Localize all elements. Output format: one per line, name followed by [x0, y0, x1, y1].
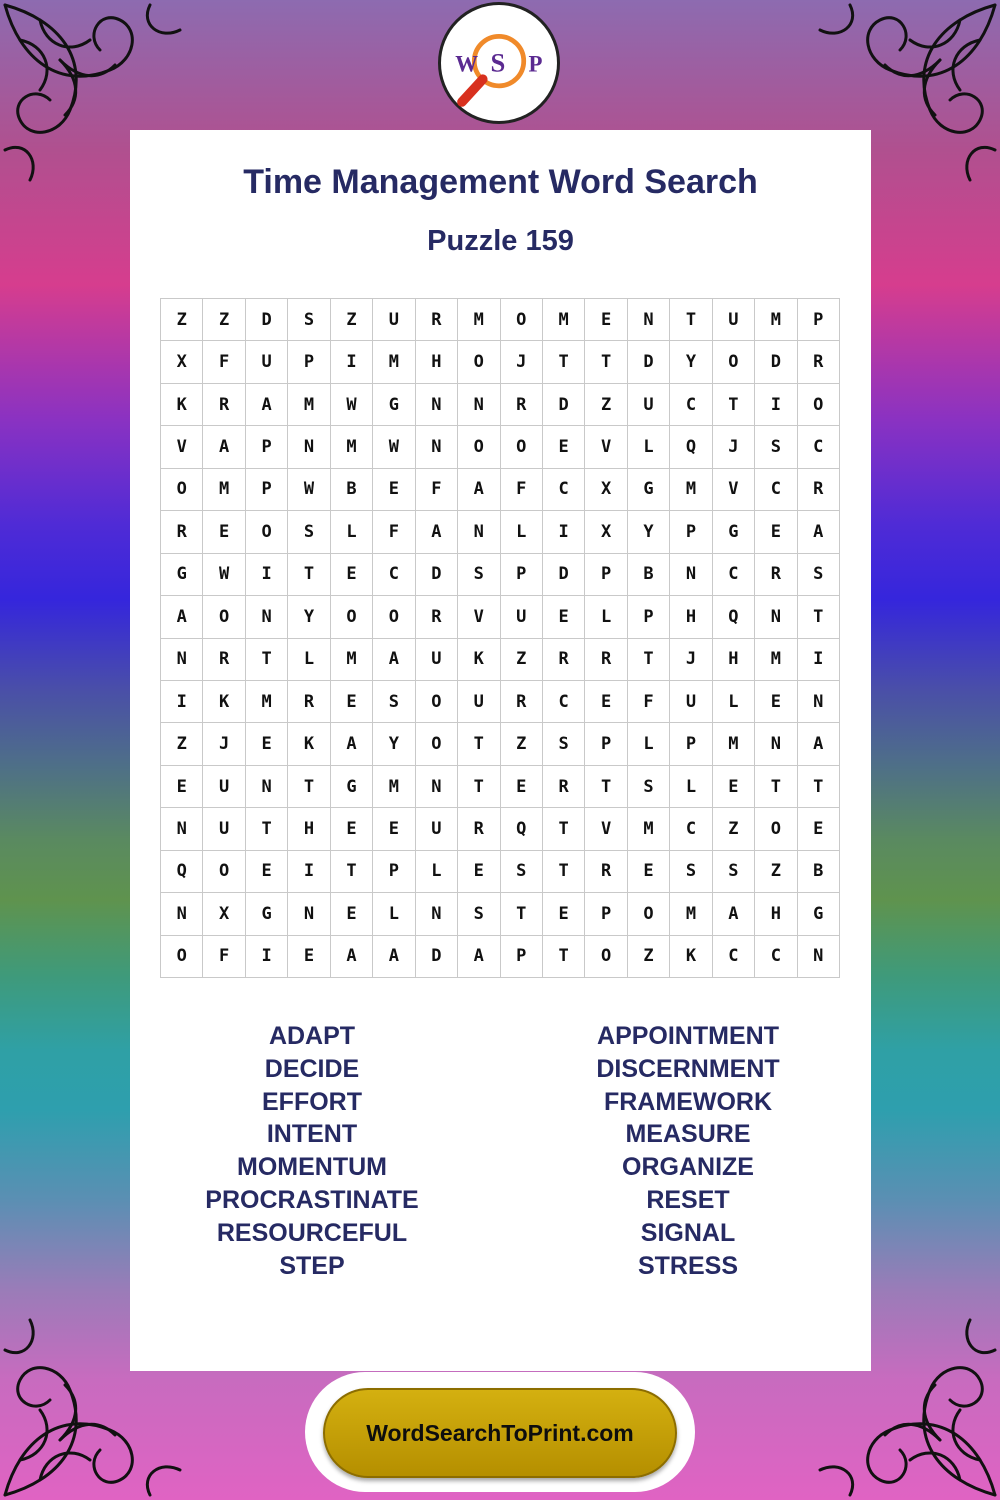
- grid-cell[interactable]: I: [161, 681, 203, 723]
- grid-cell[interactable]: O: [755, 808, 797, 850]
- grid-cell[interactable]: E: [458, 851, 500, 893]
- grid-cell[interactable]: G: [628, 469, 670, 511]
- grid-cell[interactable]: N: [798, 681, 840, 723]
- grid-cell[interactable]: R: [543, 639, 585, 681]
- grid-cell[interactable]: W: [288, 469, 330, 511]
- grid-cell[interactable]: F: [203, 341, 245, 383]
- grid-cell[interactable]: N: [755, 723, 797, 765]
- grid-cell[interactable]: E: [501, 766, 543, 808]
- grid-cell[interactable]: F: [501, 469, 543, 511]
- grid-cell[interactable]: E: [628, 851, 670, 893]
- grid-cell[interactable]: C: [543, 469, 585, 511]
- grid-cell[interactable]: R: [798, 469, 840, 511]
- grid-cell[interactable]: R: [501, 681, 543, 723]
- grid-cell[interactable]: K: [203, 681, 245, 723]
- grid-cell[interactable]: E: [585, 299, 627, 341]
- grid-cell[interactable]: O: [501, 426, 543, 468]
- grid-cell[interactable]: N: [416, 426, 458, 468]
- grid-cell[interactable]: R: [543, 766, 585, 808]
- grid-cell[interactable]: I: [246, 554, 288, 596]
- grid-cell[interactable]: A: [713, 893, 755, 935]
- grid-cell[interactable]: I: [798, 639, 840, 681]
- grid-cell[interactable]: S: [458, 554, 500, 596]
- grid-cell[interactable]: O: [628, 893, 670, 935]
- grid-cell[interactable]: M: [713, 723, 755, 765]
- grid-cell[interactable]: G: [798, 893, 840, 935]
- grid-cell[interactable]: E: [288, 936, 330, 978]
- grid-cell[interactable]: P: [670, 511, 712, 553]
- grid-cell[interactable]: S: [670, 851, 712, 893]
- grid-cell[interactable]: U: [203, 808, 245, 850]
- grid-cell[interactable]: N: [416, 384, 458, 426]
- grid-cell[interactable]: D: [628, 341, 670, 383]
- word-list-item: DISCERNMENT: [596, 1054, 780, 1083]
- page-title: Time Management Word Search: [243, 163, 758, 201]
- word-list-item: STEP: [279, 1251, 345, 1280]
- grid-cell[interactable]: A: [161, 596, 203, 638]
- grid-cell[interactable]: M: [331, 639, 373, 681]
- grid-cell[interactable]: E: [331, 681, 373, 723]
- wsp-logo[interactable]: [438, 2, 560, 124]
- grid-cell[interactable]: H: [713, 639, 755, 681]
- grid-cell[interactable]: B: [628, 554, 670, 596]
- grid-cell[interactable]: T: [543, 936, 585, 978]
- grid-cell[interactable]: S: [543, 723, 585, 765]
- grid-cell[interactable]: G: [161, 554, 203, 596]
- grid-cell[interactable]: C: [670, 384, 712, 426]
- word-list-item: MOMENTUM: [237, 1153, 387, 1182]
- grid-cell[interactable]: D: [543, 384, 585, 426]
- grid-cell[interactable]: Y: [670, 341, 712, 383]
- grid-cell[interactable]: M: [288, 384, 330, 426]
- grid-cell[interactable]: N: [288, 426, 330, 468]
- grid-cell[interactable]: N: [161, 808, 203, 850]
- grid-cell[interactable]: S: [288, 299, 330, 341]
- grid-cell[interactable]: E: [373, 469, 415, 511]
- grid-cell[interactable]: U: [670, 681, 712, 723]
- grid-cell[interactable]: N: [628, 299, 670, 341]
- grid-cell[interactable]: N: [161, 639, 203, 681]
- grid-cell[interactable]: A: [373, 639, 415, 681]
- word-list-item: ADAPT: [268, 1022, 356, 1050]
- grid-cell[interactable]: L: [628, 426, 670, 468]
- grid-cell[interactable]: K: [458, 639, 500, 681]
- word-list-item: MEASURE: [625, 1120, 751, 1149]
- grid-cell[interactable]: F: [628, 681, 670, 723]
- logo-letter-p: P: [528, 51, 543, 77]
- grid-cell[interactable]: C: [713, 554, 755, 596]
- grid-cell[interactable]: G: [331, 766, 373, 808]
- grid-cell[interactable]: V: [585, 808, 627, 850]
- grid-cell[interactable]: O: [798, 384, 840, 426]
- grid-cell[interactable]: C: [670, 808, 712, 850]
- word-list-item: ORGANIZE: [622, 1153, 754, 1182]
- grid-cell[interactable]: H: [670, 596, 712, 638]
- grid-cell[interactable]: U: [628, 384, 670, 426]
- grid-cell[interactable]: M: [458, 299, 500, 341]
- grid-cell[interactable]: O: [585, 936, 627, 978]
- grid-cell[interactable]: L: [501, 511, 543, 553]
- grid-cell[interactable]: Z: [161, 723, 203, 765]
- grid-cell[interactable]: N: [161, 893, 203, 935]
- grid-cell[interactable]: L: [670, 766, 712, 808]
- grid-cell[interactable]: Z: [585, 384, 627, 426]
- word-list-right: [538, 1020, 838, 1282]
- grid-cell[interactable]: E: [331, 893, 373, 935]
- grid-cell[interactable]: Q: [501, 808, 543, 850]
- grid-cell[interactable]: Z: [331, 299, 373, 341]
- grid-cell[interactable]: I: [246, 936, 288, 978]
- grid-cell[interactable]: Y: [373, 723, 415, 765]
- word-list-item: PROCRASTINATE: [205, 1185, 419, 1214]
- grid-cell[interactable]: U: [203, 766, 245, 808]
- grid-cell[interactable]: Z: [161, 299, 203, 341]
- grid-cell[interactable]: A: [458, 936, 500, 978]
- website-link-button[interactable]: WordSearchToPrint.com: [323, 1388, 677, 1478]
- grid-cell[interactable]: A: [203, 426, 245, 468]
- grid-cell[interactable]: C: [755, 936, 797, 978]
- grid-cell[interactable]: B: [798, 851, 840, 893]
- grid-cell[interactable]: T: [246, 639, 288, 681]
- grid-cell[interactable]: O: [713, 341, 755, 383]
- grid-cell[interactable]: R: [416, 299, 458, 341]
- grid-cell[interactable]: J: [203, 723, 245, 765]
- grid-cell[interactable]: P: [628, 596, 670, 638]
- grid-cell[interactable]: C: [798, 426, 840, 468]
- grid-cell[interactable]: W: [203, 554, 245, 596]
- grid-cell[interactable]: O: [246, 511, 288, 553]
- grid-cell[interactable]: L: [585, 596, 627, 638]
- grid-cell[interactable]: P: [246, 426, 288, 468]
- grid-cell[interactable]: E: [585, 681, 627, 723]
- grid-cell[interactable]: R: [288, 681, 330, 723]
- grid-cell[interactable]: L: [373, 893, 415, 935]
- grid-cell[interactable]: Y: [628, 511, 670, 553]
- grid-cell[interactable]: T: [755, 766, 797, 808]
- grid-cell[interactable]: E: [543, 426, 585, 468]
- grid-cell[interactable]: Z: [713, 808, 755, 850]
- grid-cell[interactable]: C: [543, 681, 585, 723]
- grid-cell[interactable]: C: [713, 936, 755, 978]
- grid-cell[interactable]: U: [416, 808, 458, 850]
- grid-cell[interactable]: N: [458, 511, 500, 553]
- grid-cell[interactable]: M: [755, 299, 797, 341]
- grid-cell[interactable]: E: [543, 893, 585, 935]
- grid-cell[interactable]: O: [458, 341, 500, 383]
- grid-cell[interactable]: X: [585, 511, 627, 553]
- grid-cell[interactable]: O: [416, 723, 458, 765]
- grid-cell[interactable]: O: [458, 426, 500, 468]
- grid-cell[interactable]: W: [373, 426, 415, 468]
- grid-cell[interactable]: R: [755, 554, 797, 596]
- grid-cell[interactable]: T: [543, 808, 585, 850]
- word-list-item: EFFORT: [262, 1087, 362, 1116]
- grid-cell[interactable]: D: [416, 554, 458, 596]
- grid-cell[interactable]: N: [458, 384, 500, 426]
- grid-cell[interactable]: R: [501, 384, 543, 426]
- grid-cell[interactable]: Y: [288, 596, 330, 638]
- grid-cell[interactable]: S: [501, 851, 543, 893]
- logo-letter-w: W: [455, 51, 479, 77]
- grid-cell[interactable]: Z: [755, 851, 797, 893]
- grid-cell[interactable]: T: [543, 851, 585, 893]
- grid-cell[interactable]: M: [373, 341, 415, 383]
- grid-cell[interactable]: E: [246, 851, 288, 893]
- grid-cell[interactable]: E: [373, 808, 415, 850]
- puzzle-number: Puzzle 159: [427, 225, 574, 257]
- grid-cell[interactable]: M: [755, 639, 797, 681]
- grid-cell[interactable]: R: [458, 808, 500, 850]
- grid-cell[interactable]: O: [373, 596, 415, 638]
- word-list-item: RESOURCEFUL: [216, 1218, 408, 1247]
- grid-cell[interactable]: N: [288, 893, 330, 935]
- grid-cell[interactable]: M: [628, 808, 670, 850]
- grid-cell[interactable]: P: [798, 299, 840, 341]
- grid-cell[interactable]: M: [331, 426, 373, 468]
- grid-cell[interactable]: E: [331, 808, 373, 850]
- grid-cell[interactable]: R: [585, 851, 627, 893]
- grid-cell[interactable]: U: [458, 681, 500, 723]
- grid-cell[interactable]: T: [543, 341, 585, 383]
- grid-cell[interactable]: E: [331, 554, 373, 596]
- grid-cell[interactable]: X: [203, 893, 245, 935]
- grid-cell[interactable]: Q: [161, 851, 203, 893]
- grid-cell[interactable]: T: [458, 723, 500, 765]
- grid-cell[interactable]: Z: [501, 639, 543, 681]
- grid-cell[interactable]: N: [670, 554, 712, 596]
- grid-cell[interactable]: N: [246, 596, 288, 638]
- grid-cell[interactable]: P: [585, 554, 627, 596]
- grid-cell[interactable]: F: [373, 511, 415, 553]
- grid-cell[interactable]: A: [416, 511, 458, 553]
- grid-cell[interactable]: T: [458, 766, 500, 808]
- grid-cell[interactable]: T: [798, 596, 840, 638]
- grid-cell[interactable]: O: [203, 596, 245, 638]
- grid-cell[interactable]: B: [331, 469, 373, 511]
- grid-cell[interactable]: V: [458, 596, 500, 638]
- grid-cell[interactable]: R: [203, 384, 245, 426]
- grid-cell[interactable]: T: [670, 299, 712, 341]
- grid-cell[interactable]: D: [543, 554, 585, 596]
- grid-cell[interactable]: S: [288, 511, 330, 553]
- grid-cell[interactable]: I: [755, 384, 797, 426]
- grid-cell[interactable]: P: [670, 723, 712, 765]
- grid-cell[interactable]: E: [713, 766, 755, 808]
- grid-cell[interactable]: J: [713, 426, 755, 468]
- grid-cell[interactable]: R: [203, 639, 245, 681]
- word-list-item: DECIDE: [264, 1054, 360, 1083]
- grid-cell[interactable]: X: [161, 341, 203, 383]
- grid-cell[interactable]: A: [373, 936, 415, 978]
- grid-cell[interactable]: O: [416, 681, 458, 723]
- grid-cell[interactable]: I: [543, 511, 585, 553]
- grid-cell[interactable]: D: [246, 299, 288, 341]
- grid-cell[interactable]: S: [628, 766, 670, 808]
- grid-cell[interactable]: X: [585, 469, 627, 511]
- grid-cell[interactable]: U: [713, 299, 755, 341]
- grid-cell[interactable]: T: [798, 766, 840, 808]
- grid-cell[interactable]: P: [288, 341, 330, 383]
- grid-cell[interactable]: N: [246, 766, 288, 808]
- grid-cell[interactable]: P: [501, 936, 543, 978]
- grid-cell[interactable]: P: [501, 554, 543, 596]
- grid-cell[interactable]: E: [203, 511, 245, 553]
- grid-cell[interactable]: I: [331, 341, 373, 383]
- grid-cell[interactable]: A: [798, 723, 840, 765]
- grid-cell[interactable]: V: [585, 426, 627, 468]
- grid-cell[interactable]: O: [501, 299, 543, 341]
- grid-cell[interactable]: T: [288, 554, 330, 596]
- letter-grid: [160, 298, 840, 978]
- grid-cell[interactable]: R: [798, 341, 840, 383]
- grid-cell[interactable]: R: [416, 596, 458, 638]
- word-list-item: INTENT: [266, 1120, 358, 1149]
- grid-cell[interactable]: M: [670, 893, 712, 935]
- word-list-item: APPOINTMENT: [597, 1022, 779, 1050]
- grid-cell[interactable]: M: [670, 469, 712, 511]
- grid-cell[interactable]: G: [373, 384, 415, 426]
- grid-cell[interactable]: E: [543, 596, 585, 638]
- word-list-left: [162, 1020, 462, 1282]
- grid-cell[interactable]: O: [161, 936, 203, 978]
- grid-cell[interactable]: E: [798, 808, 840, 850]
- grid-cell[interactable]: D: [755, 341, 797, 383]
- grid-cell[interactable]: L: [416, 851, 458, 893]
- grid-cell[interactable]: K: [161, 384, 203, 426]
- grid-cell[interactable]: M: [373, 766, 415, 808]
- grid-cell[interactable]: K: [288, 723, 330, 765]
- grid-cell[interactable]: E: [755, 511, 797, 553]
- grid-cell[interactable]: U: [246, 341, 288, 383]
- grid-cell[interactable]: R: [161, 511, 203, 553]
- grid-cell[interactable]: R: [585, 639, 627, 681]
- grid-cell[interactable]: L: [288, 639, 330, 681]
- word-list-item: STRESS: [637, 1251, 739, 1280]
- grid-cell[interactable]: J: [501, 341, 543, 383]
- grid-cell[interactable]: O: [161, 469, 203, 511]
- grid-cell[interactable]: S: [373, 681, 415, 723]
- grid-cell[interactable]: A: [798, 511, 840, 553]
- grid-cell[interactable]: P: [246, 469, 288, 511]
- grid-cell[interactable]: S: [713, 851, 755, 893]
- grid-cell[interactable]: T: [246, 808, 288, 850]
- grid-cell[interactable]: E: [246, 723, 288, 765]
- grid-cell[interactable]: J: [670, 639, 712, 681]
- grid-cell[interactable]: F: [416, 469, 458, 511]
- grid-cell[interactable]: O: [203, 851, 245, 893]
- grid-cell[interactable]: H: [288, 808, 330, 850]
- grid-cell[interactable]: W: [331, 384, 373, 426]
- grid-cell[interactable]: F: [203, 936, 245, 978]
- grid-cell[interactable]: N: [416, 893, 458, 935]
- grid-cell[interactable]: E: [755, 681, 797, 723]
- grid-cell[interactable]: Q: [713, 596, 755, 638]
- grid-cell[interactable]: Q: [670, 426, 712, 468]
- grid-cell[interactable]: N: [416, 766, 458, 808]
- grid-cell[interactable]: M: [543, 299, 585, 341]
- grid-cell[interactable]: S: [458, 893, 500, 935]
- grid-cell[interactable]: M: [203, 469, 245, 511]
- grid-cell[interactable]: K: [670, 936, 712, 978]
- grid-cell[interactable]: P: [585, 893, 627, 935]
- grid-cell[interactable]: D: [416, 936, 458, 978]
- word-list-item: SIGNAL: [640, 1218, 736, 1247]
- word-list-item: FRAMEWORK: [603, 1087, 773, 1116]
- grid-cell[interactable]: A: [246, 384, 288, 426]
- grid-cell[interactable]: H: [755, 893, 797, 935]
- grid-cell[interactable]: P: [585, 723, 627, 765]
- grid-cell[interactable]: P: [373, 851, 415, 893]
- grid-cell[interactable]: T: [501, 893, 543, 935]
- grid-cell[interactable]: O: [331, 596, 373, 638]
- grid-cell[interactable]: A: [458, 469, 500, 511]
- grid-cell[interactable]: V: [713, 469, 755, 511]
- grid-cell[interactable]: U: [416, 639, 458, 681]
- grid-cell[interactable]: L: [628, 723, 670, 765]
- grid-cell[interactable]: T: [585, 341, 627, 383]
- grid-cell[interactable]: A: [331, 936, 373, 978]
- grid-cell[interactable]: T: [628, 639, 670, 681]
- grid-cell[interactable]: S: [755, 426, 797, 468]
- grid-cell[interactable]: S: [798, 554, 840, 596]
- grid-cell[interactable]: T: [713, 384, 755, 426]
- logo-letter-s: S: [490, 47, 506, 78]
- grid-cell[interactable]: C: [373, 554, 415, 596]
- grid-cell[interactable]: A: [331, 723, 373, 765]
- grid-cell[interactable]: C: [755, 469, 797, 511]
- grid-cell[interactable]: Z: [628, 936, 670, 978]
- grid-cell[interactable]: N: [798, 936, 840, 978]
- grid-cell[interactable]: U: [501, 596, 543, 638]
- grid-cell[interactable]: H: [416, 341, 458, 383]
- grid-cell[interactable]: E: [161, 766, 203, 808]
- grid-cell[interactable]: Z: [501, 723, 543, 765]
- grid-cell[interactable]: G: [713, 511, 755, 553]
- grid-cell[interactable]: L: [713, 681, 755, 723]
- grid-cell[interactable]: T: [288, 766, 330, 808]
- grid-cell[interactable]: T: [331, 851, 373, 893]
- grid-cell[interactable]: L: [331, 511, 373, 553]
- grid-cell[interactable]: G: [246, 893, 288, 935]
- grid-cell[interactable]: V: [161, 426, 203, 468]
- grid-cell[interactable]: I: [288, 851, 330, 893]
- grid-cell[interactable]: N: [755, 596, 797, 638]
- grid-cell[interactable]: M: [246, 681, 288, 723]
- word-list-item: RESET: [646, 1185, 730, 1214]
- grid-cell[interactable]: U: [373, 299, 415, 341]
- grid-cell[interactable]: Z: [203, 299, 245, 341]
- grid-cell[interactable]: T: [585, 766, 627, 808]
